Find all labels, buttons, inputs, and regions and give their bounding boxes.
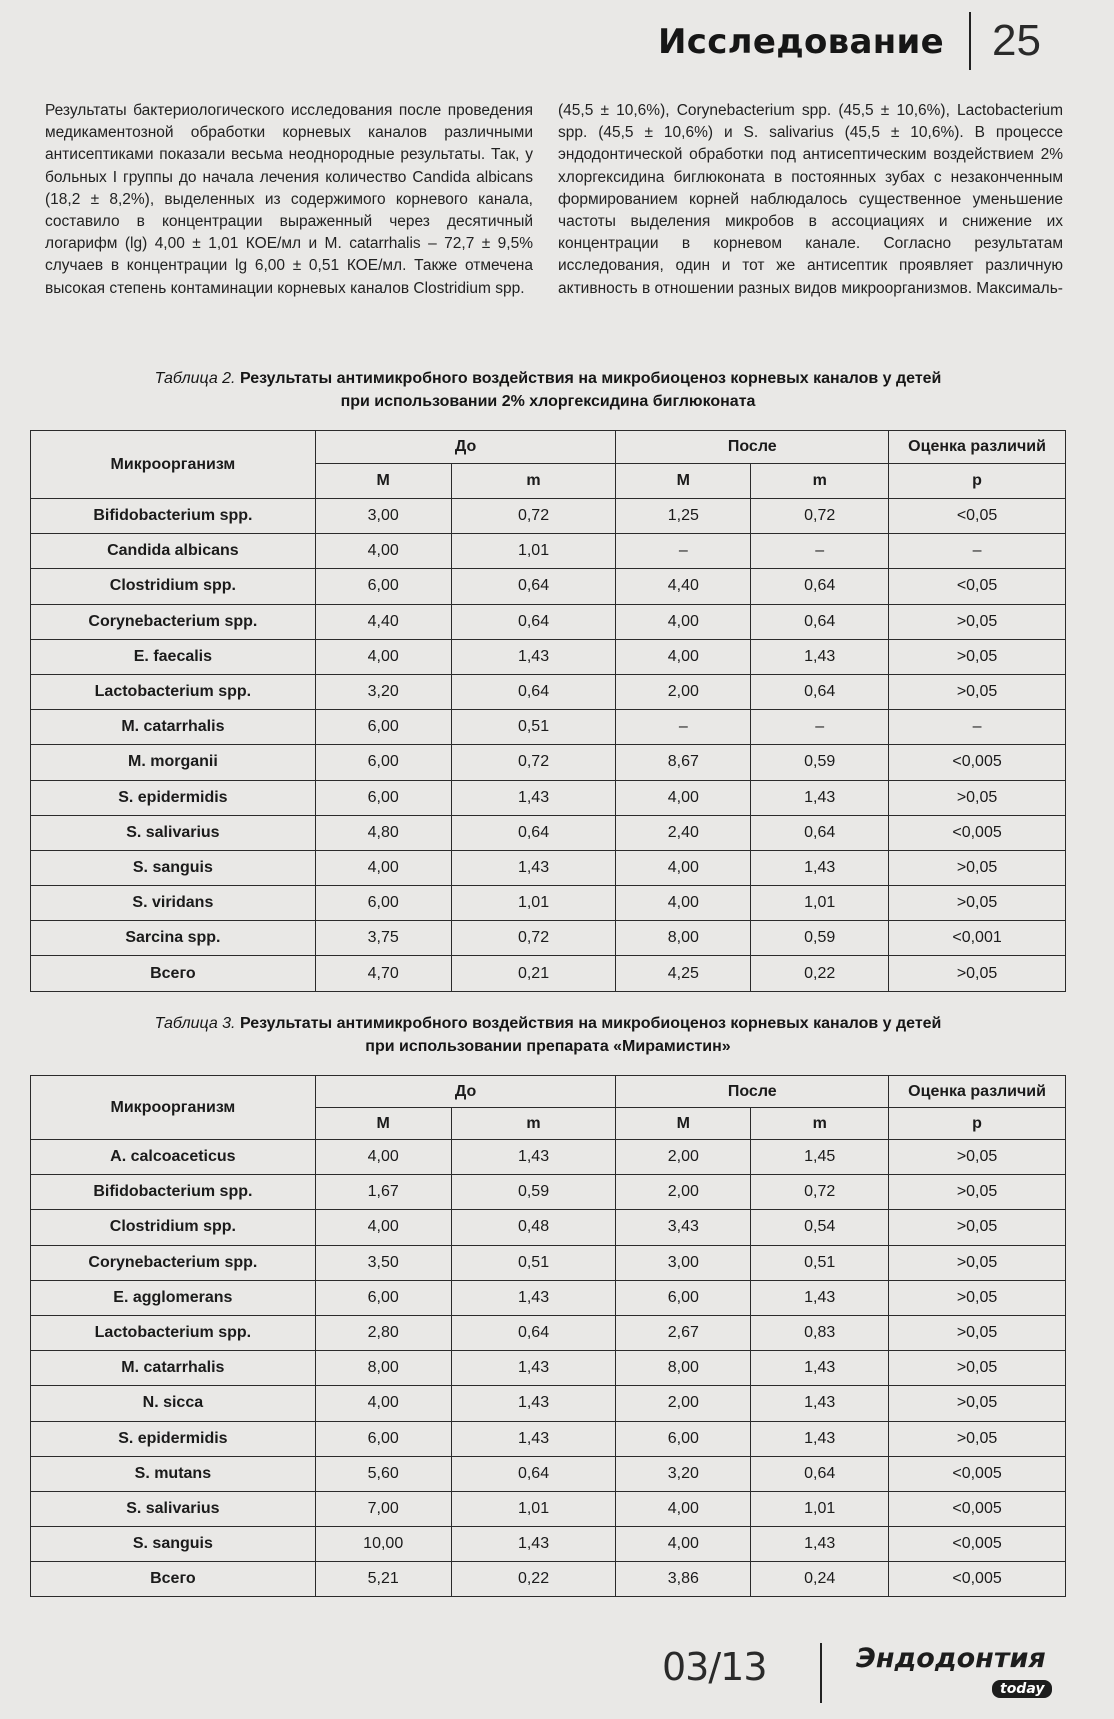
organism-cell: E. agglomerans — [31, 1280, 316, 1315]
before-M-cell: 6,00 — [315, 1280, 451, 1315]
before-m-cell: 0,64 — [451, 674, 616, 709]
p-value-cell: <0,001 — [889, 921, 1066, 956]
table-row — [31, 815, 1066, 850]
body-text-left: Результаты бактериологического исследования после проведения медикаментозной обработки корневых каналов различными антисептиками показали весьма неоднородные результаты. Так, у больных I группы до начала лечения количество Candida albicans (18,2 ± 8,2%), выделенных из содержимого корневого канала, составило в концентрации выраженный через десятичный логарифм (lg) 4,00 ± 1,01 КОЕ/мл и M. catarrhalis – 72,7 ± 9,5% случаев в концентрации lg 6,00 ± 0,51 КОЕ/мл. Также отмечена высокая степень контаминации корневых каналов Clostridium spp. — [45, 102, 533, 297]
table-row — [31, 1315, 1066, 1350]
table-row — [31, 745, 1066, 780]
before-M-cell: 4,00 — [315, 1386, 451, 1421]
after-M-cell: 4,25 — [616, 956, 751, 991]
before-m-cell: 0,72 — [451, 499, 616, 534]
after-m-cell: 0,64 — [751, 604, 889, 639]
p-value-cell: <0,05 — [889, 569, 1066, 604]
organism-cell: S. viridans — [31, 886, 316, 921]
after-m-cell: 1,01 — [751, 886, 889, 921]
before-M-cell: 3,75 — [315, 921, 451, 956]
organism-cell: S. epidermidis — [31, 1421, 316, 1456]
before-m-cell: 0,72 — [451, 745, 616, 780]
before-M-cell: 4,00 — [315, 639, 451, 674]
before-M-cell: 2,80 — [315, 1315, 451, 1350]
after-M-cell: 1,25 — [616, 499, 751, 534]
table-row — [31, 1562, 1066, 1597]
before-m-cell: 1,01 — [451, 534, 616, 569]
after-M-cell: 2,67 — [616, 1315, 751, 1350]
after-M-cell: 2,00 — [616, 1175, 751, 1210]
before-m-cell: 1,43 — [451, 1386, 616, 1421]
after-m-cell: 1,43 — [751, 1421, 889, 1456]
after-M-cell: 4,00 — [616, 886, 751, 921]
p-value-cell: <0,05 — [889, 499, 1066, 534]
organism-cell: N. sicca — [31, 1386, 316, 1421]
after-M-cell: 4,00 — [616, 780, 751, 815]
p-value-cell: >0,05 — [889, 1175, 1066, 1210]
before-M-cell: 8,00 — [315, 1351, 451, 1386]
before-M-cell: 4,00 — [315, 850, 451, 885]
organism-cell: Sarcina spp. — [31, 921, 316, 956]
table-row — [31, 534, 1066, 569]
organism-cell: Bifidobacterium spp. — [31, 499, 316, 534]
organism-cell: S. salivarius — [31, 815, 316, 850]
before-header: До — [315, 431, 616, 464]
p-value-cell: <0,005 — [889, 1562, 1066, 1597]
table-row — [31, 1140, 1066, 1175]
before-m-cell: 1,01 — [451, 886, 616, 921]
before-m-cell: 0,51 — [451, 710, 616, 745]
after-m-header: m — [751, 1108, 889, 1140]
before-m-cell: 0,59 — [451, 1175, 616, 1210]
after-M-cell: 4,00 — [616, 604, 751, 639]
after-M-cell: 6,00 — [616, 1421, 751, 1456]
after-M-header: M — [616, 464, 751, 499]
after-M-cell: 3,00 — [616, 1245, 751, 1280]
table-row — [31, 1386, 1066, 1421]
table3-body — [31, 1140, 1066, 1597]
after-m-cell: 0,59 — [751, 921, 889, 956]
table-row — [31, 674, 1066, 709]
p-value-cell: >0,05 — [889, 1351, 1066, 1386]
table-row — [31, 850, 1066, 885]
before-header: До — [315, 1076, 616, 1108]
p-value-cell: >0,05 — [889, 674, 1066, 709]
before-M-cell: 3,00 — [315, 499, 451, 534]
before-m-cell: 1,43 — [451, 1351, 616, 1386]
before-M-cell: 5,60 — [315, 1456, 451, 1491]
after-m-cell: 0,83 — [751, 1315, 889, 1350]
before-m-cell: 1,01 — [451, 1491, 616, 1526]
organism-cell: S. sanguis — [31, 850, 316, 885]
before-m-cell: 0,51 — [451, 1245, 616, 1280]
after-header: После — [616, 1076, 889, 1108]
p-value-cell: >0,05 — [889, 1210, 1066, 1245]
after-m-cell: 0,64 — [751, 815, 889, 850]
before-M-cell: 6,00 — [315, 780, 451, 815]
p-value-cell: <0,005 — [889, 1456, 1066, 1491]
after-M-header: M — [616, 1108, 751, 1140]
after-M-cell: 8,67 — [616, 745, 751, 780]
before-M-cell: 4,00 — [315, 534, 451, 569]
before-M-cell: 4,00 — [315, 1210, 451, 1245]
organism-header: Микроорганизм — [31, 431, 316, 499]
p-value-cell: >0,05 — [889, 886, 1066, 921]
organism-cell: S. salivarius — [31, 1491, 316, 1526]
p-value-cell: <0,005 — [889, 1527, 1066, 1562]
table-row — [31, 1456, 1066, 1491]
before-M-cell: 4,80 — [315, 815, 451, 850]
before-m-cell: 1,43 — [451, 1280, 616, 1315]
table2 — [30, 430, 1066, 992]
after-header: После — [616, 431, 889, 464]
p-value-cell: >0,05 — [889, 850, 1066, 885]
p-value-cell: >0,05 — [889, 1140, 1066, 1175]
after-m-cell: 1,43 — [751, 639, 889, 674]
organism-cell: M. catarrhalis — [31, 710, 316, 745]
after-m-cell: – — [751, 534, 889, 569]
after-m-cell: 0,24 — [751, 1562, 889, 1597]
organism-cell: E. faecalis — [31, 639, 316, 674]
p-value-cell: >0,05 — [889, 1280, 1066, 1315]
p-value-cell: <0,005 — [889, 1491, 1066, 1526]
p-value-cell: >0,05 — [889, 639, 1066, 674]
organism-cell: Clostridium spp. — [31, 569, 316, 604]
after-M-cell: 4,00 — [616, 639, 751, 674]
organism-cell: Lactobacterium spp. — [31, 674, 316, 709]
section-title: Исследование — [658, 22, 944, 62]
after-m-cell: 0,72 — [751, 1175, 889, 1210]
after-m-cell: 1,43 — [751, 1351, 889, 1386]
table2-caption — [30, 367, 1066, 413]
table-row — [31, 886, 1066, 921]
before-M-header: M — [315, 464, 451, 499]
before-m-cell: 1,43 — [451, 1140, 616, 1175]
p-value-cell: >0,05 — [889, 956, 1066, 991]
after-M-cell: – — [616, 710, 751, 745]
before-M-cell: 4,00 — [315, 1140, 451, 1175]
p-value-cell: – — [889, 534, 1066, 569]
after-M-cell: 4,00 — [616, 850, 751, 885]
after-M-cell: 2,40 — [616, 815, 751, 850]
before-M-cell: 3,20 — [315, 674, 451, 709]
after-m-cell: 0,59 — [751, 745, 889, 780]
organism-cell: Всего — [31, 956, 316, 991]
table3-caption-line1 — [30, 1012, 1066, 1035]
p-value-cell: >0,05 — [889, 780, 1066, 815]
table-row — [31, 1527, 1066, 1562]
before-M-cell: 6,00 — [315, 710, 451, 745]
before-m-cell: 0,48 — [451, 1210, 616, 1245]
before-m-cell: 1,43 — [451, 780, 616, 815]
p-header: p — [889, 1108, 1066, 1140]
after-M-cell: 3,86 — [616, 1562, 751, 1597]
after-M-cell: 4,00 — [616, 1491, 751, 1526]
organism-cell: S. mutans — [31, 1456, 316, 1491]
after-m-cell: 1,43 — [751, 1280, 889, 1315]
p-value-cell: >0,05 — [889, 1386, 1066, 1421]
page-number: 25 — [992, 16, 1041, 65]
organism-header: Микроорганизм — [31, 1076, 316, 1140]
table3-number: Таблица 3. — [154, 1015, 236, 1032]
issue-number: 03/13 — [662, 1645, 767, 1689]
before-m-cell: 1,43 — [451, 850, 616, 885]
after-m-cell: 1,01 — [751, 1491, 889, 1526]
after-M-cell: 4,40 — [616, 569, 751, 604]
after-m-cell: – — [751, 710, 889, 745]
header-divider — [969, 12, 971, 70]
diff-header: Оценка различий — [889, 1076, 1066, 1108]
after-m-cell: 1,43 — [751, 850, 889, 885]
after-M-cell: 3,20 — [616, 1456, 751, 1491]
p-value-cell: <0,005 — [889, 745, 1066, 780]
before-m-cell: 1,43 — [451, 1527, 616, 1562]
after-M-cell: 2,00 — [616, 1386, 751, 1421]
before-M-cell: 5,21 — [315, 1562, 451, 1597]
magazine-logo: Эндодонтия — [856, 1643, 1046, 1674]
table-row — [31, 604, 1066, 639]
after-m-cell: 1,43 — [751, 1527, 889, 1562]
organism-cell: Corynebacterium spp. — [31, 604, 316, 639]
before-m-cell: 0,72 — [451, 921, 616, 956]
after-M-cell: 8,00 — [616, 1351, 751, 1386]
before-M-cell: 3,50 — [315, 1245, 451, 1280]
before-M-header: M — [315, 1108, 451, 1140]
organism-cell: S. epidermidis — [31, 780, 316, 815]
table-row — [31, 1175, 1066, 1210]
after-m-cell: 0,64 — [751, 1456, 889, 1491]
table-row — [31, 1210, 1066, 1245]
after-M-cell: 8,00 — [616, 921, 751, 956]
diff-header: Оценка различий — [889, 431, 1066, 464]
before-M-cell: 4,40 — [315, 604, 451, 639]
before-M-cell: 4,70 — [315, 956, 451, 991]
before-M-cell: 10,00 — [315, 1527, 451, 1562]
after-M-cell: 3,43 — [616, 1210, 751, 1245]
footer-divider — [820, 1643, 822, 1703]
after-m-cell: 1,45 — [751, 1140, 889, 1175]
before-m-cell: 0,22 — [451, 1562, 616, 1597]
organism-cell: S. sanguis — [31, 1527, 316, 1562]
after-m-header: m — [751, 464, 889, 499]
table-row — [31, 1280, 1066, 1315]
after-m-cell: 1,43 — [751, 1386, 889, 1421]
after-m-cell: 0,72 — [751, 499, 889, 534]
organism-cell: A. calcoaceticus — [31, 1140, 316, 1175]
before-m-cell: 0,64 — [451, 604, 616, 639]
p-value-cell: >0,05 — [889, 1315, 1066, 1350]
body-text-right: (45,5 ± 10,6%), Corynebacterium spp. (45,5 ± 10,6%), Lactobacterium spp. (45,5 ± 10,6%) и S. salivarius (45,5 ± 10,6%). В процессе эндодонтической обработки под антисептическим воздействием 2% хлоргексидина биглюконата в постоянных зубах с незаконченным формированием корней наблюдалось существенное уменьшение частоты выделения микробов в ассоциациях и снижение их концентрации в корневом канале. Согласно результатам исследования, один и тот же антисептик проявляет различную активность в отношении разных видов микроорганизмов. Максималь- — [558, 102, 1063, 297]
table-row — [31, 499, 1066, 534]
table3 — [30, 1075, 1066, 1597]
before-m-cell: 0,21 — [451, 956, 616, 991]
after-m-cell: 0,64 — [751, 674, 889, 709]
organism-cell: M. morganii — [31, 745, 316, 780]
before-m-cell: 0,64 — [451, 1456, 616, 1491]
p-value-cell: >0,05 — [889, 1421, 1066, 1456]
before-m-header: m — [451, 1108, 616, 1140]
before-m-cell: 0,64 — [451, 1315, 616, 1350]
table-row — [31, 569, 1066, 604]
after-m-cell: 0,51 — [751, 1245, 889, 1280]
table-row — [31, 639, 1066, 674]
after-M-cell: 6,00 — [616, 1280, 751, 1315]
magazine-logo-sub: today — [992, 1680, 1052, 1698]
table-row — [31, 956, 1066, 991]
p-value-cell: <0,005 — [889, 815, 1066, 850]
table3-caption-line2: при использовании препарата «Мирамистин» — [365, 1038, 731, 1055]
table2-caption-line1 — [30, 367, 1066, 390]
after-m-cell: 1,43 — [751, 780, 889, 815]
after-m-cell: 0,64 — [751, 569, 889, 604]
p-value-cell: >0,05 — [889, 604, 1066, 639]
table2-caption-line2: при использовании 2% хлоргексидина биглюконата — [340, 393, 756, 410]
table3-caption — [30, 1012, 1066, 1058]
p-value-cell: – — [889, 710, 1066, 745]
table-row — [31, 780, 1066, 815]
organism-cell: Corynebacterium spp. — [31, 1245, 316, 1280]
after-M-cell: – — [616, 534, 751, 569]
organism-cell: Bifidobacterium spp. — [31, 1175, 316, 1210]
table-row — [31, 921, 1066, 956]
table-row — [31, 1491, 1066, 1526]
table2-number: Таблица 2. — [154, 370, 236, 387]
before-m-cell: 1,43 — [451, 1421, 616, 1456]
after-m-cell: 0,22 — [751, 956, 889, 991]
before-M-cell: 7,00 — [315, 1491, 451, 1526]
table-row — [31, 710, 1066, 745]
p-header: p — [889, 464, 1066, 499]
before-M-cell: 6,00 — [315, 886, 451, 921]
table-row — [31, 1351, 1066, 1386]
organism-cell: M. catarrhalis — [31, 1351, 316, 1386]
after-M-cell: 2,00 — [616, 1140, 751, 1175]
before-m-cell: 0,64 — [451, 815, 616, 850]
after-M-cell: 2,00 — [616, 674, 751, 709]
before-M-cell: 1,67 — [315, 1175, 451, 1210]
table2-body — [31, 499, 1066, 992]
table2-title: Результаты антимикробного воздействия на микробиоценоз корневых каналов у детей — [239, 370, 942, 387]
organism-cell: Clostridium spp. — [31, 1210, 316, 1245]
after-m-cell: 0,54 — [751, 1210, 889, 1245]
before-M-cell: 6,00 — [315, 569, 451, 604]
after-M-cell: 4,00 — [616, 1527, 751, 1562]
before-M-cell: 6,00 — [315, 1421, 451, 1456]
table-row — [31, 1421, 1066, 1456]
before-m-header: m — [451, 464, 616, 499]
table3-title: Результаты антимикробного воздействия на микробиоценоз корневых каналов у детей — [239, 1015, 942, 1032]
organism-cell: Candida albicans — [31, 534, 316, 569]
organism-cell: Lactobacterium spp. — [31, 1315, 316, 1350]
before-m-cell: 0,64 — [451, 569, 616, 604]
organism-cell: Всего — [31, 1562, 316, 1597]
before-M-cell: 6,00 — [315, 745, 451, 780]
before-m-cell: 1,43 — [451, 639, 616, 674]
p-value-cell: >0,05 — [889, 1245, 1066, 1280]
table-row — [31, 1245, 1066, 1280]
